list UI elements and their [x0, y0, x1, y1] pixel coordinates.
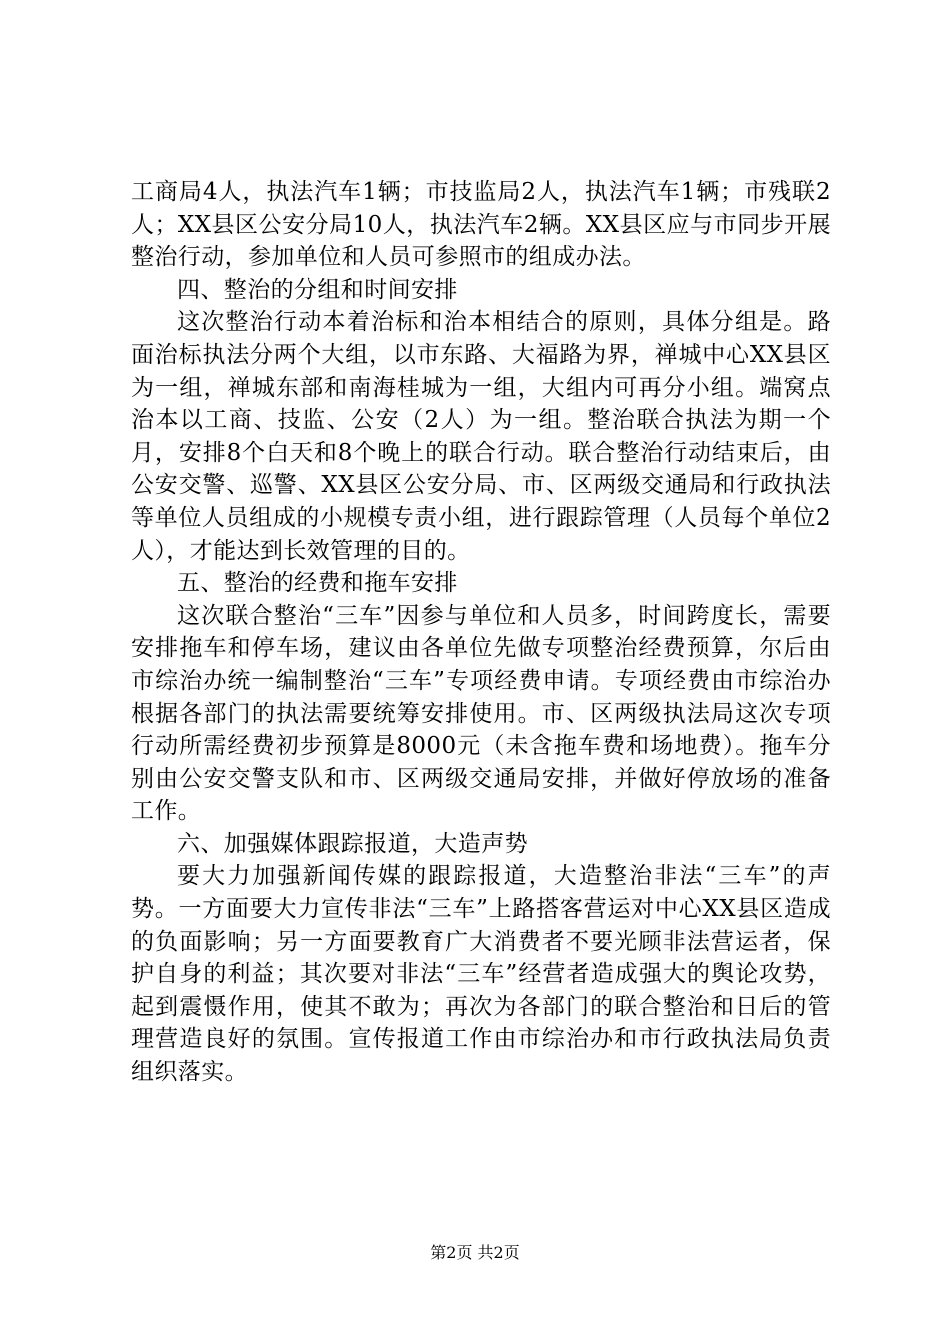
section-heading-grouping: 四、整治的分组和时间安排 — [177, 276, 458, 303]
paragraph-media: 要大力加强新闻传媒的跟踪报道，大造整治非法“三车”的声势。一方面要大力宣传非法“三车”上路搭客营运对中心XX县区造成的负面影响；另一方面要教育广大消费者不要光顾非法营运者，保护自身的利益；其次要对非法“三车”经营者造成强大的舆论攻势，起到震慑作用，使其不敢为；再次为各部门的联合整治和日后的管理营造良好的氛围。宣传报道工作由市综治办和市行政执法局负责组织落实。 — [131, 863, 831, 1086]
paragraph-funding: 这次联合整治“三车”因参与单位和人员多，时间跨度长，需要安排拖车和停车场，建议由各单位先做专项整治经费预算，尔后由市综治办统一编制整治“三车”专项经费申请。专项经费由市综治办根据各部门的执法需要统筹安排使用。市、区两级执法局这次专项行动所需经费初步预算是8000元（未含拖车费和场地费）。拖车分别由公安交警支队和市、区两级交通局安排，并做好停放场的准备工作。 — [131, 602, 831, 825]
document-body — [131, 176, 831, 1089]
paragraph-staffing: 工商局4人，执法汽车1辆；市技监局2人，执法汽车1辆；市残联2人；XX县区公安分局10人，执法汽车2辆。XX县区应与市同步开展整治行动，参加单位和人员可参照市的组成办法。 — [131, 179, 831, 271]
section-heading-media: 六、加强媒体跟踪报道，大造声势 — [177, 830, 528, 857]
section-heading-funding: 五、整治的经费和拖车安排 — [177, 570, 458, 597]
page-number-footer: 第2页 共2页 — [430, 1243, 520, 1262]
paragraph-grouping: 这次整治行动本着治标和治本相结合的原则，具体分组是。路面治标执法分两个大组，以市东路、大福路为界，禅城中心XX县区为一组，禅城东部和南海桂城为一组，大组内可再分小组。端窝点治本以工商、技监、公安（2人）为一组。整治联合执法为期一个月，安排8个白天和8个晚上的联合行动。联合整治行动结束后，由公安交警、巡警、XX县区公安分局、市、区两级交通局和行政执法等单位人员组成的小规模专责小组，进行跟踪管理（人员每个单位2人），才能达到长效管理的目的。 — [131, 309, 831, 564]
